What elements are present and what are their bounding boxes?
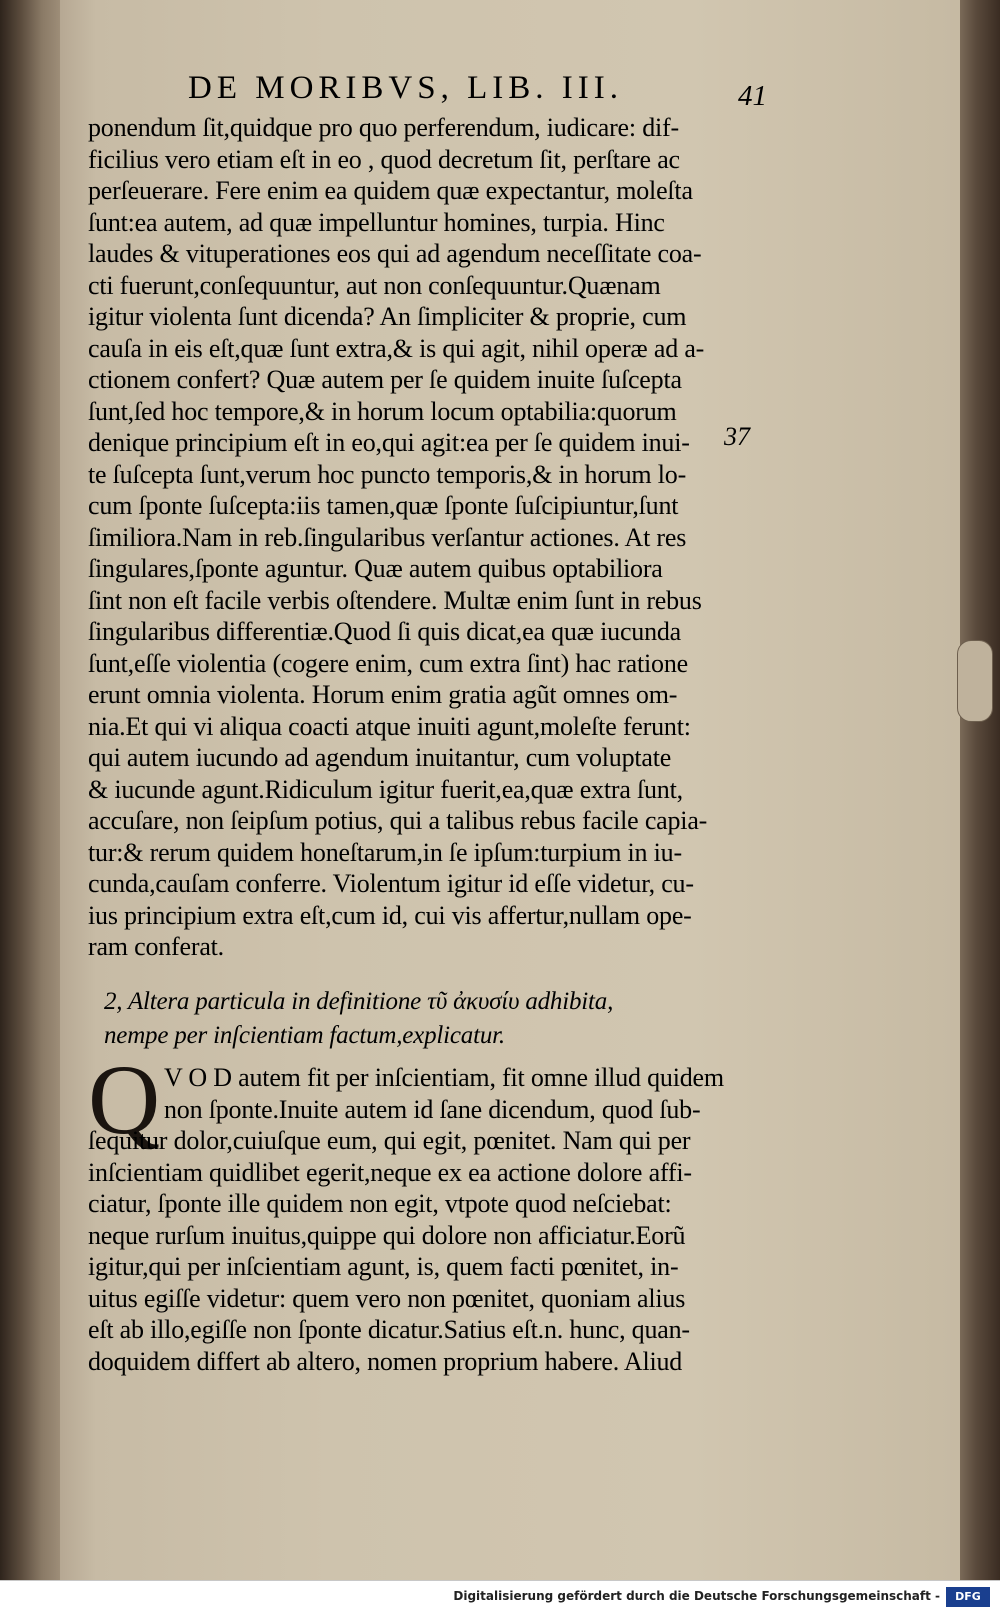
body-text-2 [88,1044,804,1377]
text-line: cum ſponte ſuſcepta:iis tamen,quæ ſponte ſuſcipiuntur,ſunt [88,491,679,520]
text-line: laudes & vituperationes eos qui ad agendum neceſſitate coa- [88,239,702,268]
margin-number: 37 [724,422,750,451]
text-line: ſunt,ſed hoc tempore,& in horum locum optabilia:quorum [88,396,677,426]
text-line: ſingulares,ſponte aguntur. Quæ autem quibus optabiliora [88,554,663,583]
text-line: perſeuerare. Fere enim ea quidem quæ expectantur, moleſta [88,176,693,205]
text-line: eſt ab illo,egiſſe non ſponte dicatur.Satius eſt.n. hunc, quan- [88,1315,690,1344]
text-line: ficilius vero etiam eſt in eo , quod decretum ſit, perſtare ac [88,144,680,174]
text-line: cti fuerunt,conſequuntur, aut non conſequuntur.Quænam [88,270,661,300]
text-line: inſcientiam quidlibet egerit,neque ex ea actione dolore affi- [88,1157,692,1187]
text-line: ſingularibus differentiæ.Quod ſi quis dicat,ea quæ iucunda [88,617,682,646]
text-line: & iucunde agunt.Ridiculum igitur fuerit,ea,quæ extra ſunt, [88,774,683,804]
footer-bar [0,1580,1000,1616]
text-line: ciatur, ſponte ille quidem non egit, vtpote quod neſciebat: [88,1189,672,1218]
text-line: igitur,qui per inſcientiam agunt, is, quem facti pœnitet, in- [88,1252,679,1281]
text-line: ſimiliora.Nam in reb.ſingularibus verſantur actiones. At res [88,522,687,552]
text-line: ius principium extra eſt,cum id, cui vis affertur,nullam ope- [88,900,692,930]
text-line: ſequitur dolor,cuiuſque eum, qui egit, pœnitet. Nam qui per [88,1126,691,1155]
page-clip [957,640,993,722]
text-line: cunda,cauſam conferre. Violentum igitur id eſſe videtur, cu- [88,869,694,898]
text-line: ram conferat. [88,932,224,961]
text-line: ponendum ſit,quidque pro quo perferendum, iudicare: dif- [88,113,679,142]
text-line: denique principium eſt in eo,qui agit:ea per ſe quidem inui- [88,428,690,457]
text-line: neque rurſum inuitus,quippe qui dolore non afficiatur.Eorũ [88,1220,686,1250]
drop-cap: Q [88,1044,161,1155]
text-line: V O D autem fit per inſcientiam, fit omne illud quidem [164,1063,724,1092]
text-line: tur:& rerum quidem honeſtarum,in ſe ipſum:turpium in iu- [88,837,682,867]
text-line: igitur violenta ſunt dicenda? An ſimpliciter & proprie, cum [88,302,687,331]
dfg-logo: DFG [946,1587,990,1607]
text-line: ſunt:ea autem, ad quæ impelluntur homines, turpia. Hinc [88,207,665,237]
page-number: 41 [738,80,767,112]
section-rubric [104,985,804,1053]
footer-credit: Digitalisierung gefördert durch die Deutsche Forschungsgemeinschaft - [453,1589,940,1603]
body-text [88,112,804,963]
text-line: uitus egiſſe videtur: quem vero non pœnitet, quoniam alius [88,1283,686,1313]
text-line: te ſuſcepta ſunt,verum hoc puncto temporis,& in horum lo- [88,459,687,489]
text-line: 2, Altera particula in definitione τῦ ἀκυσίυ adhibita, [104,988,614,1015]
text-line: nempe per inſcientiam factum,explicatur. [104,1022,505,1049]
text-line: qui autem iucundo ad agendum inuitantur, cum voluptate [88,743,672,772]
running-title: DE MORIBVS, LIB. III. [188,70,623,106]
text-line: erunt omnia violenta. Horum enim gratia agũt omnes om- [88,680,678,709]
text-line: cauſa in eis eſt,quæ ſunt extra,& is qui agit, nihil operæ ad a- [88,333,705,363]
book-fore-edge [960,0,1000,1580]
text-line: ſint non eſt facile verbis oſtendere. Multæ enim ſunt in rebus [88,585,702,615]
text-line: ſunt,eſſe violentia (cogere enim, cum extra ſint) hac ratione [88,648,688,678]
text-line: ctionem confert? Quæ autem per ſe quidem inuite ſuſcepta [88,365,682,394]
text-line: non ſponte.Inuite autem id ſane dicendum, quod ſub- [164,1094,701,1124]
text-line: accuſare, non ſeipſum potius, qui a talibus rebus facile capia- [88,806,708,835]
text-line: doquidem differt ab altero, nomen proprium habere. Aliud [88,1346,683,1376]
text-line: nia.Et qui vi aliqua coacti atque inuiti agunt,moleſte ferunt: [88,711,691,741]
